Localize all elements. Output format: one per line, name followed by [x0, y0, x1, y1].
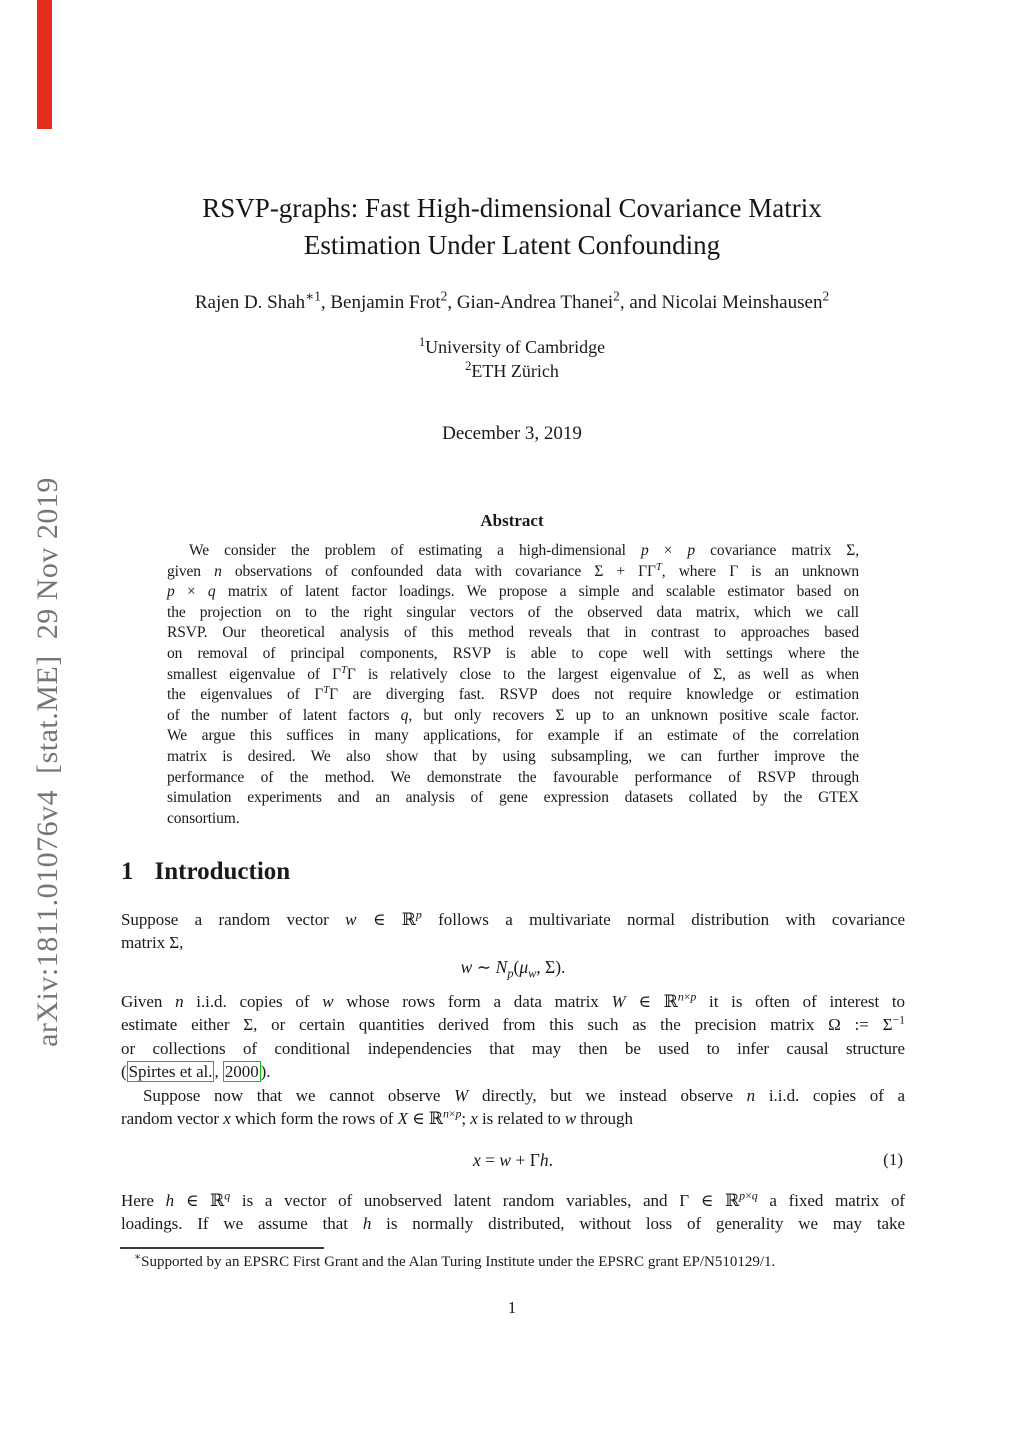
text-line: of the number of latent factors q, but only recovers Σ up to an unknown positive scale factor.	[167, 706, 859, 724]
intro-paragraph-2	[121, 990, 905, 1084]
text-line: Suppose now that we cannot observe W directly, but we instead observe n i.i.d. copies of a	[143, 1086, 905, 1105]
text-line: the eigenvalues of $\Gamma^T\Gamma$ are diverging fast. RSVP does not require knowledge or estimation	[167, 684, 859, 704]
text-line: matrix is desired. We also show that by using subsampling, we can further improve the	[167, 747, 859, 765]
text-line: or collections of conditional independencies that may then be used to infer causal structure	[121, 1038, 905, 1058]
affiliation-cambridge: $^1$University of Cambridge	[418, 335, 606, 357]
text-line: We argue this suffices in many applications, for example if an estimate of the correlation	[167, 727, 859, 745]
text-line: ( Spirtes et al. , 2000 ).	[121, 1062, 271, 1082]
text-line: Suppose a random vector w ∈ ℝ$^p$ follows a multivariate normal distribution with covariance	[121, 907, 905, 929]
page-number: 1	[507, 1298, 517, 1317]
text-line: We consider the problem of estimating a high-dimensional p × p covariance matrix Σ,	[189, 542, 859, 559]
affiliations	[0, 335, 1024, 383]
equation-1-body: x = w + Γh.	[473, 1150, 553, 1170]
citation-link-year-2000[interactable]: 2000	[224, 1062, 259, 1082]
section-heading-introduction	[121, 858, 905, 886]
intro-paragraph-1	[121, 908, 905, 955]
intro-paragraph-3	[121, 1084, 905, 1131]
equation-normal-distribution: w ∼ $N_p(\mu_w$, Σ).	[460, 957, 566, 981]
paper-title-line1: RSVP-graphs: Fast High-dimensional Covariance Matrix	[202, 193, 822, 223]
text-line: the projection on to the right singular vectors of the observed data matrix, which we call	[167, 603, 859, 621]
abstract-heading: Abstract	[480, 511, 544, 530]
section-title: Introduction	[154, 858, 291, 885]
text-line: p × q matrix of latent factor loadings. We propose a simple and scalable estimator based on	[167, 583, 859, 601]
text-line: smallest eigenvalue of $\Gamma^T\Gamma$ is relatively close to the largest eigenvalue of Σ, as well as when	[167, 663, 859, 683]
footnote-text: ∗Supported by an EPSRC First Grant and the Alan Turing Institute under the EPSRC grant EP/N510129/1.	[134, 1252, 776, 1270]
text-line: Given n i.i.d. copies of w whose rows form a data matrix W ∈ ℝ$^{n\times p}$ it is often of interest to	[121, 989, 906, 1011]
text-line: loadings. If we assume that h is normally distributed, without loss of generality we may take	[121, 1214, 906, 1234]
author-list: Rajen D. Shah$^{∗1}$, Benjamin Frot$^2$, Gian-Andrea Thanei$^2$, and Nicolai Meinshausen$^2$	[194, 288, 830, 313]
citation-link-spirtes[interactable]: Spirtes et al.	[128, 1062, 213, 1082]
section-number: 1	[121, 858, 134, 885]
text-line: performance of the method. We demonstrate the favourable performance of RSVP through	[167, 768, 859, 786]
text-line: on removal of principal components, RSVP is able to cope well with settings where the	[167, 644, 859, 662]
abstract-text	[167, 541, 859, 829]
text-line: matrix Σ,	[121, 933, 184, 953]
paper-title	[0, 190, 1024, 264]
text-line: consortium.	[167, 809, 240, 827]
footnote-rule	[120, 1247, 324, 1249]
equation-1	[121, 1150, 905, 1171]
affiliation-eth: $^2$ETH Zürich	[465, 359, 559, 381]
arxiv-watermark: arXiv:1811.01076v4 [stat.ME] 29 Nov 2019	[31, 477, 64, 1047]
intro-paragraph-4	[121, 1189, 905, 1236]
text-line: random vector x which form the rows of X ∈ ℝ$^{n\times p}$; x is related to w through	[121, 1106, 633, 1129]
text-line: estimate either Σ, or certain quantities derived from this such as the precision matrix Ω := $\Sigma^{-1}$	[121, 1012, 905, 1035]
paper-title-line2: Estimation Under Latent Confounding	[303, 230, 721, 260]
text-line: given n observations of confounded data with covariance $\Sigma + \Gamma\Gamma^T$, where Γ is an unknown	[167, 560, 859, 580]
red-marker-bar	[37, 0, 52, 129]
text-line: RSVP. Our theoretical analysis of this method reveals that in contrast to approaches based	[167, 624, 859, 642]
paper-date: December 3, 2019	[442, 423, 582, 444]
text-line: simulation experiments and an analysis of gene expression datasets collated by the GTEX	[167, 789, 859, 807]
equation-1-number: (1)	[883, 1150, 903, 1169]
text-line: Here h ∈ ℝ$^q$ is a vector of unobserved latent random variables, and Γ ∈ ℝ$^{p\times q}$ a fixed matrix of	[121, 1188, 906, 1210]
